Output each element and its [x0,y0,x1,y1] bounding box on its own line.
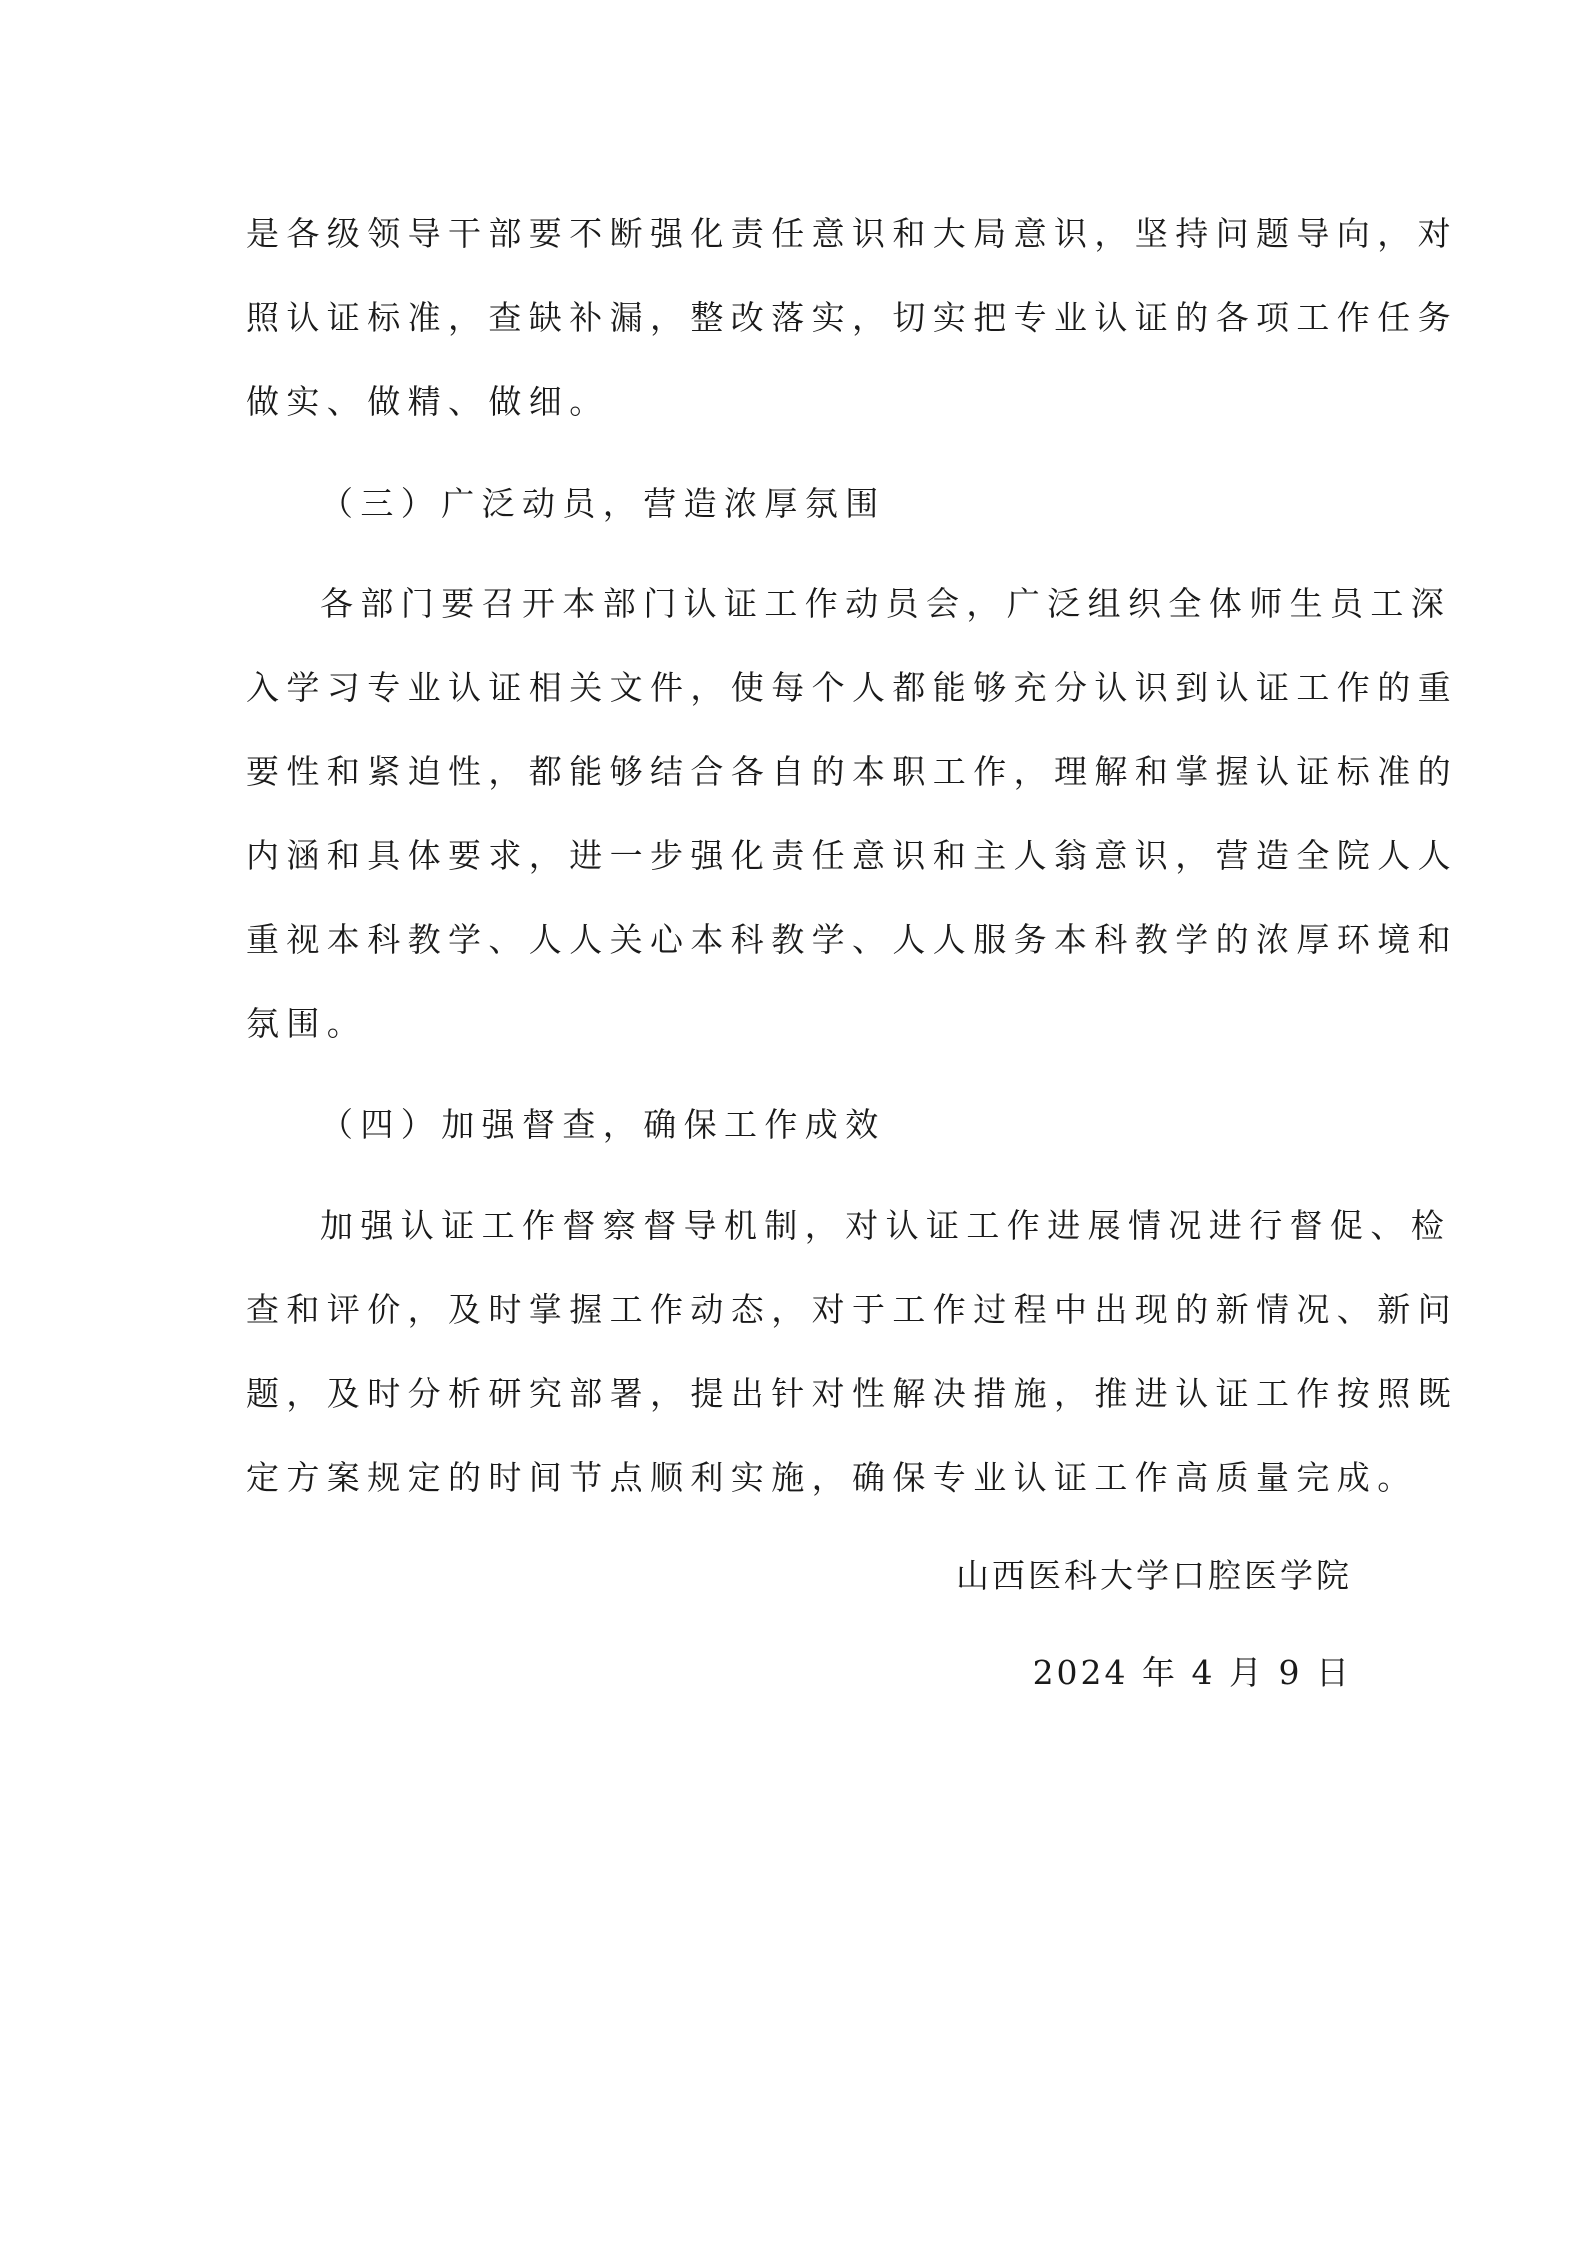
paragraph-line: 加强认证工作督察督导机制，对认证工作进展情况进行督促、检 [320,1206,1452,1245]
paragraph-line: 氛围。 [246,1004,368,1043]
section-heading: （四）加强督查，确保工作成效 [320,1105,886,1144]
paragraph-line: 查和评价，及时掌握工作动态，对于工作过程中出现的新情况、新问 [246,1290,1458,1329]
signature-organization: 山西医科大学口腔医学院 [956,1556,1352,1595]
paragraph-line: 要性和紧迫性，都能够结合各自的本职工作，理解和掌握认证标准的 [246,752,1458,791]
paragraph-line: 照认证标准，查缺补漏，整改落实，切实把专业认证的各项工作任务 [246,298,1458,337]
paragraph-line: 做实、做精、做细。 [246,382,610,421]
paragraph-line: 题，及时分析研究部署，提出针对性解决措施，推进认证工作按照既 [246,1374,1458,1413]
paragraph-line: 重视本科教学、人人关心本科教学、人人服务本科教学的浓厚环境和 [246,920,1458,959]
paragraph-line: 各部门要召开本部门认证工作动员会，广泛组织全体师生员工深 [320,584,1452,623]
paragraph-line: 入学习专业认证相关文件，使每个人都能够充分认识到认证工作的重 [246,668,1458,707]
section-heading: （三）广泛动员，营造浓厚氛围 [320,484,886,523]
paragraph-line: 是各级领导干部要不断强化责任意识和大局意识，坚持问题导向，对 [246,214,1458,253]
paragraph-line: 内涵和具体要求，进一步强化责任意识和主人翁意识，营造全院人人 [246,836,1458,875]
paragraph-line: 定方案规定的时间节点顺利实施，确保专业认证工作高质量完成。 [246,1458,1418,1497]
signature-date: 2024 年 4 月 9 日 [1032,1653,1352,1692]
